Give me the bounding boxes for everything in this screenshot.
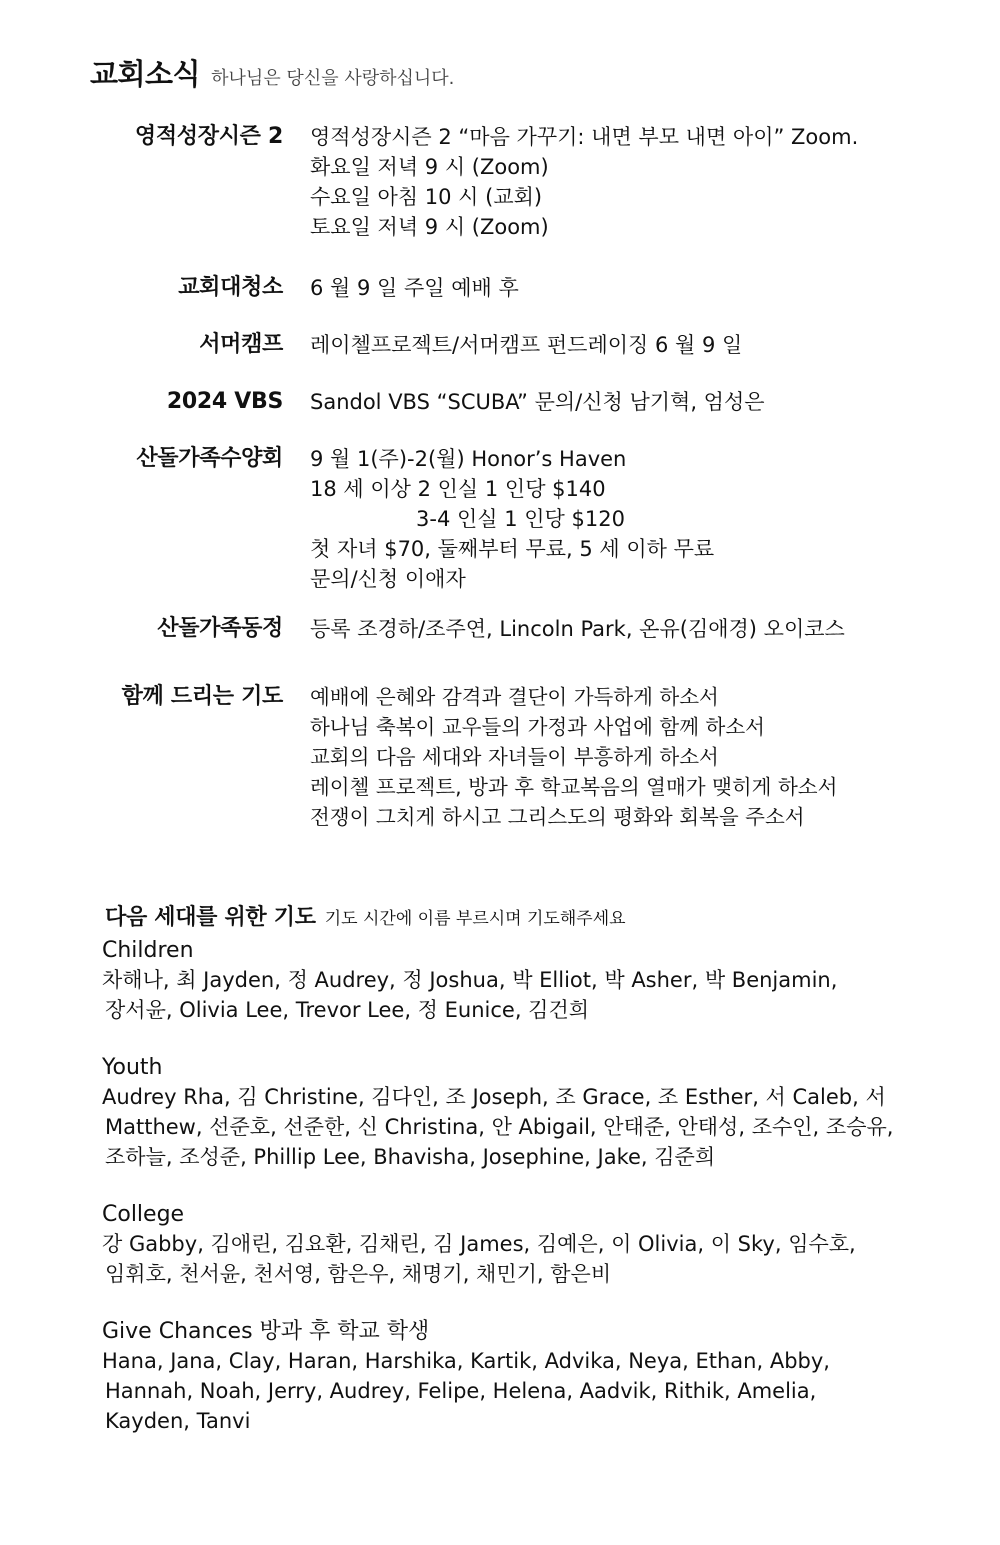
news-item-summer-camp (0, 330, 1000, 360)
news-label: 산돌가족동정 (157, 616, 283, 641)
news-line: 수요일 아침 10 시 (교회) (310, 185, 543, 209)
names-line: 강 Gabby, 김애린, 김요환, 김채린, 김 James, 김예은, 이 Olivia, 이 Sky, 임수호, (102, 1232, 856, 1256)
news-line: 9 월 1(주)-2(월) Honor’s Haven (310, 447, 627, 471)
news-label: 산돌가족수양회 (136, 446, 283, 471)
section-header (105, 900, 962, 931)
news-line: 3-4 인실 1 인당 $120 (416, 507, 625, 531)
group-youth (102, 1054, 962, 1172)
news-item-family-news (0, 614, 1000, 644)
group-college (102, 1201, 962, 1289)
prayer-line: 전쟁이 그치게 하시고 그리스도의 평화와 회복을 주소서 (310, 805, 805, 829)
news-line: 18 세 이상 2 인실 1 인당 $140 (310, 477, 606, 501)
names-line: Kayden, Tanvi (105, 1409, 251, 1433)
page-title: 교회소식 (90, 57, 201, 91)
page-subtitle: 하나님은 당신을 사랑하십니다. (211, 68, 455, 89)
section-title: 다음 세대를 위한 기도 (105, 905, 316, 930)
names-line: 장서윤, Olivia Lee, Trevor Lee, 정 Eunice, 김건희 (105, 998, 590, 1022)
group-children (102, 937, 962, 1025)
names-line: 임휘호, 천서윤, 천서영, 함은우, 채명기, 채민기, 함은비 (105, 1262, 612, 1286)
news-line: 화요일 저녁 9 시 (Zoom) (310, 155, 549, 179)
news-line: 레이첼프로젝트/서머캠프 펀드레이징 6 월 9 일 (310, 333, 743, 357)
news-line: 문의/신청 이애자 (310, 567, 466, 591)
names-line: 조하늘, 조성준, Phillip Lee, Bhavisha, Josephine, Jake, 김준희 (105, 1145, 716, 1169)
news-content (310, 330, 742, 360)
news-item-cleaning (0, 273, 1000, 303)
news-line: Sandol VBS “SCUBA” 문의/신청 남기혁, 엄성은 (310, 390, 765, 414)
news-label: 서머캠프 (199, 332, 283, 357)
news-label: 함께 드리는 기도 (121, 684, 283, 709)
group-name: Give Chances 방과 후 학교 학생 (102, 1319, 430, 1344)
names-line: Hana, Jana, Clay, Haran, Harshika, Kartik, Advika, Neya, Ethan, Abby, (102, 1349, 830, 1373)
news-label: 영적성장시즌 2 (134, 124, 283, 149)
group-names (102, 1346, 962, 1436)
church-news (0, 122, 1000, 832)
prayer-line: 예배에 은혜와 감격과 결단이 가득하게 하소서 (310, 685, 719, 709)
news-line: 토요일 저녁 9 시 (Zoom) (310, 215, 549, 239)
group-give-chances (102, 1318, 962, 1436)
news-label: 2024 VBS (166, 389, 283, 414)
next-generation-prayer (102, 900, 962, 1465)
prayer-line: 하나님 축복이 교우들의 가정과 사업에 함께 하소서 (310, 715, 765, 739)
news-item-spiritual-growth (0, 122, 1000, 242)
group-names (102, 1082, 962, 1172)
section-subtitle: 기도 시간에 이름 부르시며 기도해주세요 (324, 909, 626, 929)
news-content (310, 444, 714, 594)
prayer-line: 교회의 다음 세대와 자녀들이 부흥하게 하소서 (310, 745, 719, 769)
group-names (102, 1229, 962, 1289)
prayer-line: 레이첼 프로젝트, 방과 후 학교복음의 열매가 맺히게 하소서 (310, 775, 838, 799)
names-line: 차해나, 최 Jayden, 정 Audrey, 정 Joshua, 박 Elliot, 박 Asher, 박 Benjamin, (102, 968, 838, 992)
group-names (102, 965, 962, 1025)
news-content (310, 122, 858, 242)
news-content (310, 387, 765, 417)
news-line: 첫 자녀 $70, 둘째부터 무료, 5 세 이하 무료 (310, 537, 715, 561)
page-header (90, 52, 454, 93)
news-content (310, 614, 845, 644)
names-line: Matthew, 선준호, 선준한, 신 Christina, 안 Abigail, 안태준, 안태성, 조수인, 조승유, (105, 1115, 894, 1139)
group-name: Youth (102, 1055, 163, 1080)
news-content (310, 273, 519, 303)
names-line: Audrey Rha, 김 Christine, 김다인, 조 Joseph, 조 Grace, 조 Esther, 서 Caleb, 서 (102, 1085, 886, 1109)
news-item-prayer (0, 682, 1000, 832)
names-line: Hannah, Noah, Jerry, Audrey, Felipe, Helena, Aadvik, Rithik, Amelia, (105, 1379, 817, 1403)
news-label: 교회대청소 (178, 275, 283, 300)
news-item-family-retreat (0, 444, 1000, 594)
group-name: Children (102, 938, 194, 963)
group-name: College (102, 1202, 185, 1227)
news-line: 등록 조경하/조주연, Lincoln Park, 온유(김애경) 오이코스 (310, 617, 845, 641)
news-line: 6 월 9 일 주일 예배 후 (310, 276, 519, 300)
news-content (310, 682, 837, 832)
news-line: 영적성장시즌 2 “마음 가꾸기: 내면 부모 내면 아이” Zoom. (310, 125, 859, 149)
news-item-vbs (0, 387, 1000, 417)
